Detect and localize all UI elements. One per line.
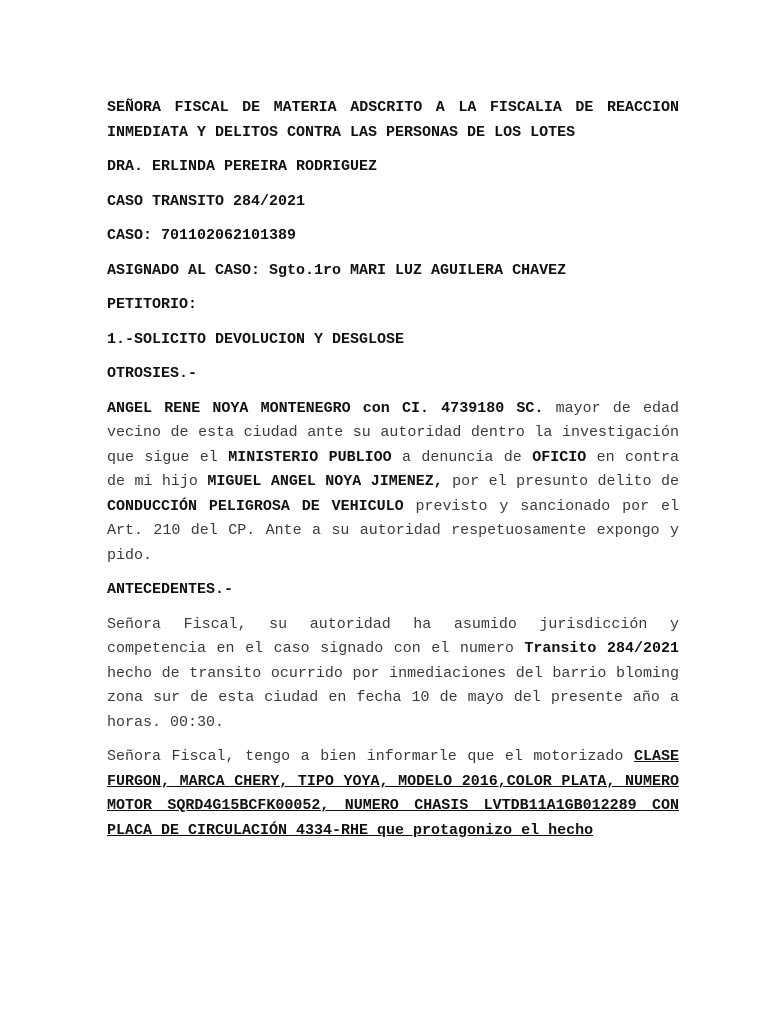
- prosecutor-name: DRA. ERLINDA PEREIRA RODRIGUEZ: [107, 158, 378, 175]
- transit-case-ref: Transito 284/2021: [524, 640, 679, 657]
- offense-name: CONDUCCIÓN PELIGROSA DE VEHICULO: [107, 497, 404, 515]
- case-number: CASO: 701102062101389: [107, 227, 297, 244]
- intro-text-5: previsto y sancionado por el Art. 210 del CP. Ante a su autoridad respetuosamente expongo y pido.: [107, 497, 679, 564]
- otrosies-heading: OTROSIES.-: [107, 365, 198, 382]
- ant2-text-a: Señora Fiscal, tengo a bien informarle que el motorizado: [107, 748, 634, 765]
- recipient-heading: SEÑORA FISCAL DE MATERIA ADSCRITO A LA FISCALIA DE REACCION INMEDIATA Y DELITOS CONTRA LAS PERSONAS DE LOS LOTES: [107, 99, 679, 141]
- ant1-text-b: hecho de transito ocurrido por inmediaciones del barrio bloming zona sur de esta ciudad en fecha 10 de mayo del presente año a horas. 00:30.: [107, 664, 679, 731]
- intro-text-3: en contra de mi hijo: [107, 448, 679, 490]
- antecedentes-paragraph-2: [107, 745, 679, 843]
- vehicle-description: CLASE FURGON, MARCA CHERY, TIPO YOYA, MODELO 2016,COLOR PLATA, NUMERO MOTOR SQRD4G15BCFK00052, NUMERO CHASIS LVTDB11A1GB012289 CON PLACA DE CIRCULACIÓN 4334-RHE que protagonizo el hecho: [107, 748, 679, 839]
- petitioner-name: ANGEL RENE NOYA MONTENEGRO con CI. 4739180 SC.: [107, 399, 544, 417]
- document-body: [107, 96, 679, 843]
- petitorio-heading: PETITORIO:: [107, 296, 198, 313]
- intro-text-1: mayor de edad vecino de esta ciudad ante su autoridad dentro la investigación que sigue el: [107, 399, 679, 466]
- intro-text-4: por el presunto delito de: [442, 473, 679, 490]
- antecedentes-paragraph-1: [107, 613, 679, 736]
- assigned-officer: ASIGNADO AL CASO: Sgto.1ro MARI LUZ AGUILERA CHAVEZ: [107, 261, 567, 279]
- intro-text-2: a denuncia de: [391, 448, 533, 466]
- son-name: MIGUEL ANGEL NOYA JIMENEZ,: [207, 473, 443, 490]
- oficio-word: OFICIO: [532, 448, 587, 466]
- antecedentes-heading: ANTECEDENTES.-: [107, 581, 234, 598]
- request-line: 1.-SOLICITO DEVOLUCION Y DESGLOSE: [107, 330, 405, 348]
- case-transit: CASO TRANSITO 284/2021: [107, 192, 306, 210]
- ministerio-name: MINISTERIO PUBLIOO: [228, 448, 392, 466]
- ant1-text-a: Señora Fiscal, su autoridad ha asumido jurisdicción y competencia en el caso signado con el numero: [107, 615, 679, 657]
- intro-paragraph: [107, 397, 679, 569]
